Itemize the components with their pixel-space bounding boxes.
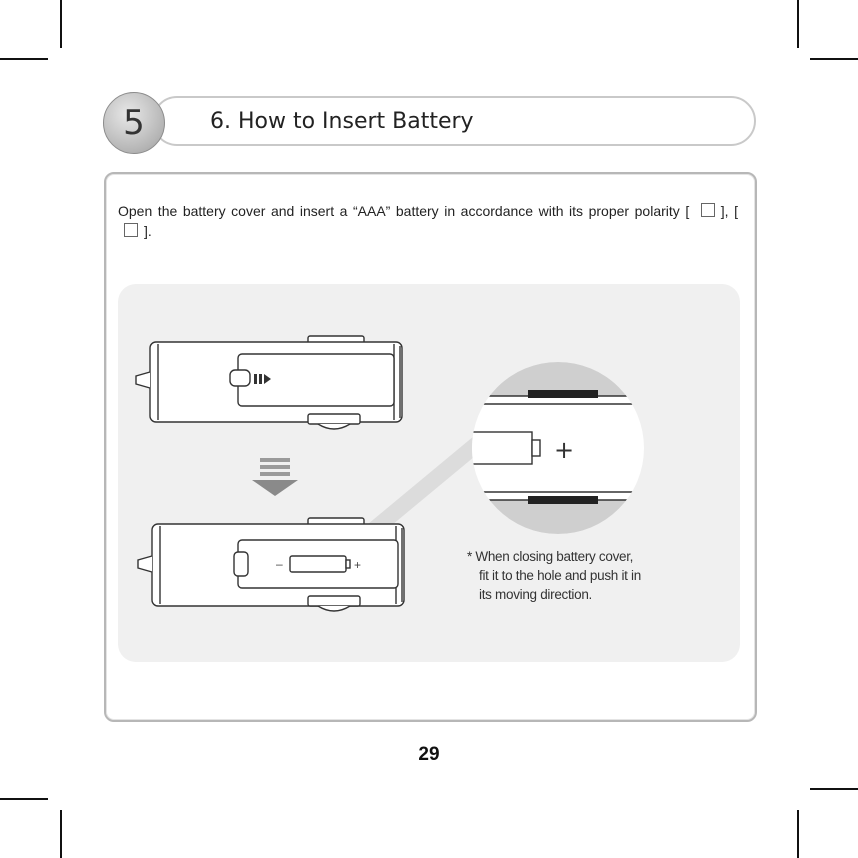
crop-mark xyxy=(60,0,62,48)
plus-polarity-icon xyxy=(701,203,715,217)
callout-wedge xyxy=(368,436,480,530)
crop-mark xyxy=(0,58,48,60)
note-line: * When closing battery cover, xyxy=(467,549,634,564)
polarity-end: ]. xyxy=(144,223,152,239)
intro-paragraph xyxy=(118,201,738,241)
minus-polarity-icon xyxy=(124,223,138,237)
polarity-separator: ], [ xyxy=(720,203,739,219)
step-number-badge xyxy=(103,92,165,154)
crop-mark xyxy=(810,788,858,790)
note-line: its moving direction. xyxy=(479,587,592,602)
note-line: fit it to the hole and push it in xyxy=(479,568,641,583)
closing-cover-note xyxy=(467,547,641,604)
plus-label-small: + xyxy=(354,558,362,572)
battery-diagram xyxy=(118,284,740,662)
battery-illustration xyxy=(118,284,740,662)
crop-mark xyxy=(810,58,858,60)
crop-mark xyxy=(797,0,799,48)
down-arrow-icon xyxy=(252,458,298,496)
step-number: 5 xyxy=(123,103,145,143)
crop-mark xyxy=(797,810,799,858)
plus-label-large: + xyxy=(554,436,575,464)
page-number: 29 xyxy=(418,744,440,765)
page-title: 6. How to Insert Battery xyxy=(210,109,474,134)
crop-mark xyxy=(0,798,48,800)
intro-text: Open the battery cover and insert a “AAA” battery in accordance with its proper polarity [ xyxy=(118,203,690,219)
device-cover-open xyxy=(138,518,404,611)
device-cover-closed xyxy=(136,336,402,429)
minus-label: – xyxy=(276,557,283,571)
crop-mark xyxy=(60,810,62,858)
